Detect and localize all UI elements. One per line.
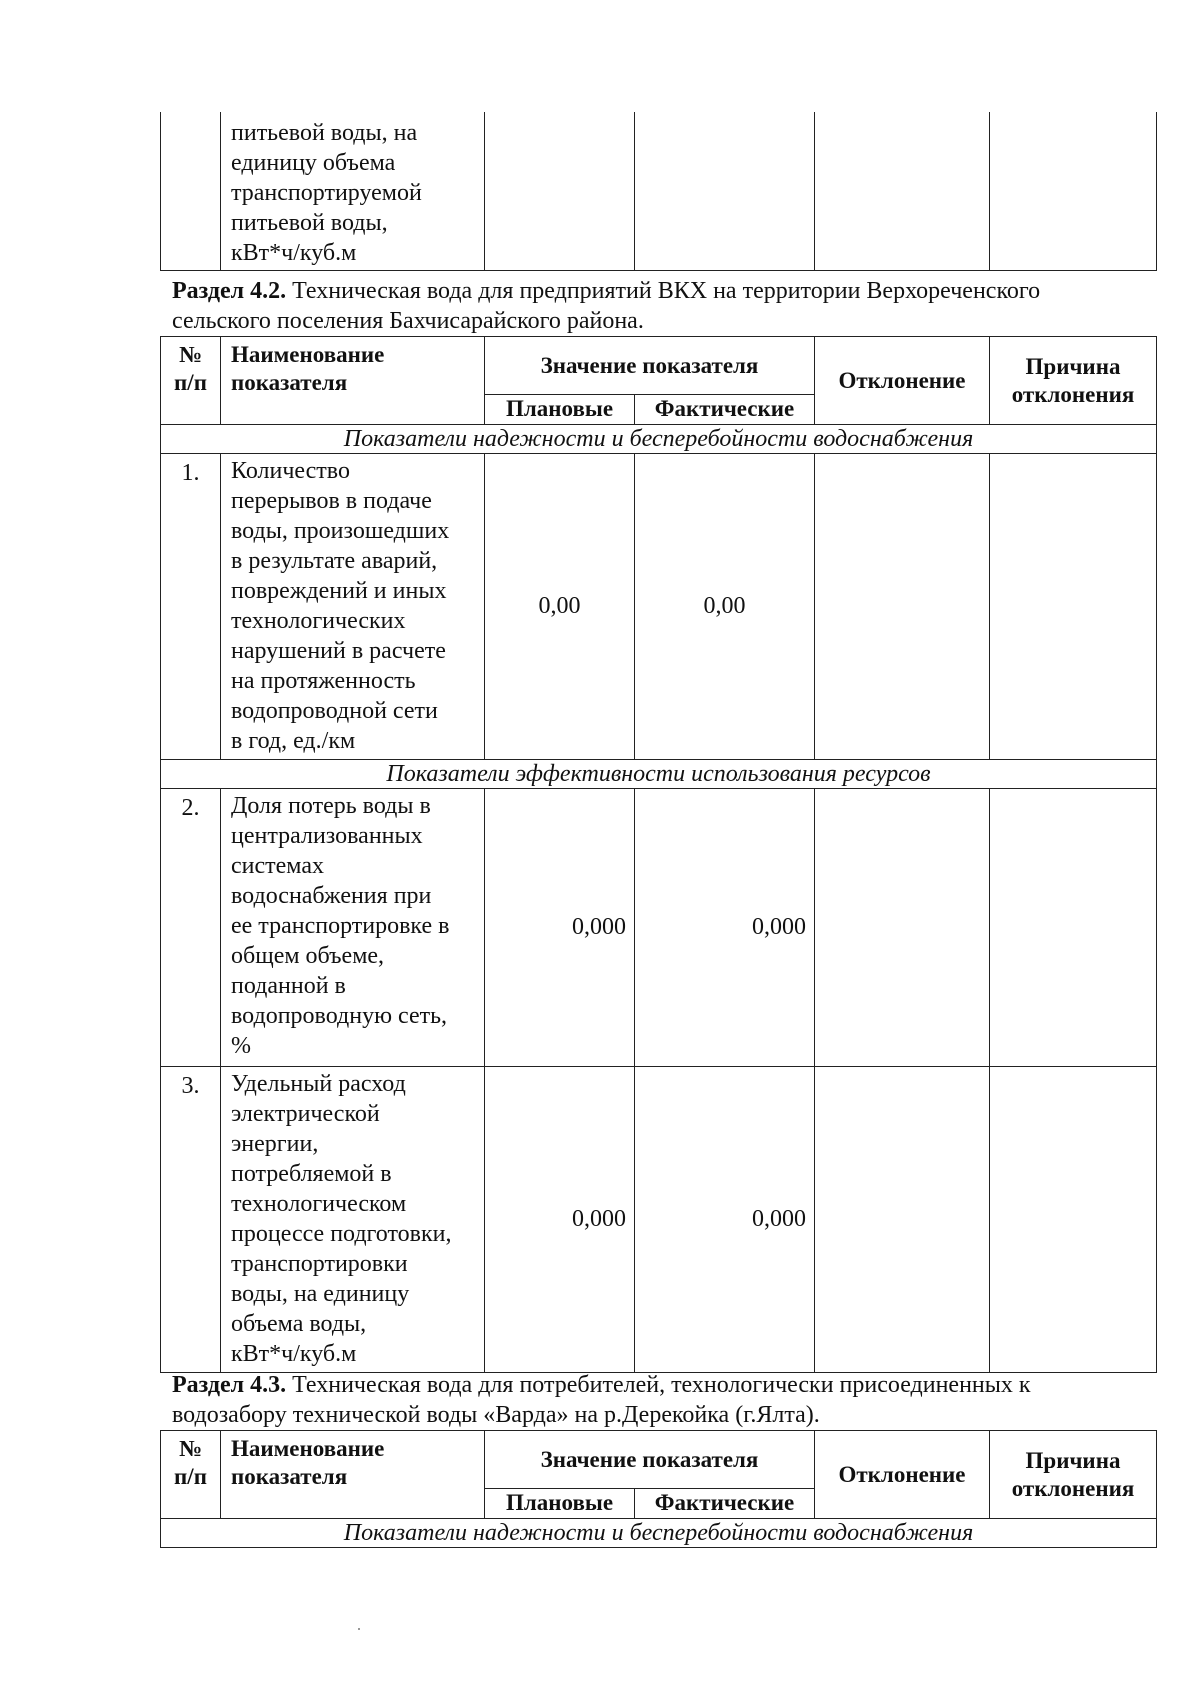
group-reliability: Показатели надежности и бесперебойности водоснабжения (161, 425, 1157, 454)
row-2-deviation (815, 789, 990, 1067)
row-2-planned: 0,000 (485, 789, 635, 1067)
header-num-line2: п/п (174, 370, 207, 395)
scan-speck (358, 1628, 360, 1630)
group-efficiency: Показатели эффективности использования ресурсов (161, 760, 1157, 789)
row-3-actual: 0,000 (635, 1067, 815, 1373)
row-2-name-line: водопроводную сеть, (231, 1003, 448, 1029)
row-1-name-line: повреждений и иных (231, 578, 447, 604)
header-name-line1: Наименование (231, 342, 385, 367)
row-2-name (221, 789, 485, 1067)
header-name (221, 337, 485, 425)
row-3-name-line: потребляемой в (231, 1161, 392, 1187)
fragment-num-cell (161, 112, 221, 270)
header-planned: Плановые (485, 1489, 635, 1519)
row-1-name-line: на протяженность (231, 668, 416, 694)
row-3-reason (990, 1067, 1157, 1373)
section-43-label: Раздел 4.3. (172, 1372, 287, 1398)
header-reason-line2: отклонения (1011, 381, 1135, 407)
row-2-reason (990, 789, 1157, 1067)
header-num (161, 1431, 221, 1519)
row-1-actual: 0,00 (635, 454, 815, 760)
row-1-name-line: водопроводной сети (231, 698, 438, 724)
header-name (221, 1431, 485, 1519)
fragment-planned-cell (485, 112, 635, 270)
fragment-name-line: кВт*ч/куб.м (231, 240, 357, 266)
row-3-name (221, 1067, 485, 1373)
section-42-table (160, 336, 1157, 1373)
header-reason-line1: Причина (1025, 1447, 1121, 1473)
header-reason-line1: Причина (1025, 353, 1121, 379)
row-2-name-line: Доля потерь воды в (231, 793, 431, 819)
row-2-name-line: поданной в (231, 973, 346, 999)
row-1-name-line: Количество (231, 458, 350, 484)
header-value: Значение показателя (485, 337, 815, 395)
header-name-line1: Наименование (231, 1436, 385, 1461)
section-42-title-line2: сельского поселения Бахчисарайского района. (172, 308, 644, 334)
row-3-name-line: процессе подготовки, (231, 1221, 452, 1247)
header-deviation: Отклонение (815, 337, 990, 425)
fragment-name-line: питьевой воды, (231, 210, 388, 236)
fragment-name-cell (221, 112, 485, 270)
row-3-name-line: Удельный расход (231, 1071, 406, 1097)
header-name-line2: показателя (231, 1464, 348, 1489)
fragment-deviation-cell (815, 112, 990, 270)
row-3-name-line: объема воды, (231, 1311, 367, 1337)
header-actual: Фактические (635, 395, 815, 425)
row-2-name-line: % (231, 1033, 251, 1059)
row-1-reason (990, 454, 1157, 760)
section-42-title-line1: Техническая вода для предприятий ВКХ на территории Верхореченского (286, 278, 1041, 304)
row-1-name-line: в результате аварий, (231, 548, 438, 574)
section-42-label: Раздел 4.2. (172, 278, 287, 304)
row-1-num: 1. (161, 454, 221, 760)
header-deviation: Отклонение (815, 1431, 990, 1519)
header-num-line2: п/п (174, 1464, 207, 1489)
header-reason (990, 1431, 1157, 1519)
section-43-table (160, 1430, 1157, 1548)
header-value: Значение показателя (485, 1431, 815, 1489)
row-1-name-line: в год, ед./км (231, 728, 356, 754)
row-3-name-line: транспортировки (231, 1251, 408, 1277)
fragment-reason-cell (990, 112, 1157, 270)
header-num (161, 337, 221, 425)
section-42-caption (172, 276, 1152, 336)
row-1-name-line: воды, произошедших (231, 518, 450, 544)
fragment-name-line: единицу объема (231, 150, 396, 176)
header-num-line1: № (178, 342, 203, 367)
row-2-name-line: ее транспортировке в (231, 913, 450, 939)
fragment-name-line: питьевой воды, на (231, 120, 418, 146)
row-1-name-line: технологических (231, 608, 406, 634)
row-1-name-line: перерывов в подаче (231, 488, 432, 514)
row-3-name-line: воды, на единицу (231, 1281, 410, 1307)
row-3-name-line: технологическом (231, 1191, 407, 1217)
row-2-name-line: централизованных (231, 823, 423, 849)
row-1-name (221, 454, 485, 760)
row-2-name-line: водоснабжения при (231, 883, 432, 909)
header-reason-line2: отклонения (1011, 1475, 1135, 1501)
section-43-title-line1: Техническая вода для потребителей, технологически присоединенных к (286, 1372, 1031, 1398)
group-reliability: Показатели надежности и бесперебойности водоснабжения (161, 1519, 1157, 1548)
row-3-name-line: кВт*ч/куб.м (231, 1341, 357, 1367)
header-reason (990, 337, 1157, 425)
header-num-line1: № (178, 1436, 203, 1461)
row-3-deviation (815, 1067, 990, 1373)
fragment-actual-cell (635, 112, 815, 270)
row-2-num: 2. (161, 789, 221, 1067)
row-2-actual: 0,000 (635, 789, 815, 1067)
row-1-deviation (815, 454, 990, 760)
row-2-name-line: системах (231, 853, 324, 879)
row-2-name-line: общем объеме, (231, 943, 385, 969)
row-1-planned: 0,00 (485, 454, 635, 760)
header-planned: Плановые (485, 395, 635, 425)
section-43-title-line2: водозабору технической воды «Варда» на р.Дерекойка (г.Ялта). (172, 1402, 820, 1428)
top-fragment-table (160, 112, 1157, 271)
row-3-planned: 0,000 (485, 1067, 635, 1373)
header-name-line2: показателя (231, 370, 348, 395)
fragment-name-line: транспортируемой (231, 180, 422, 206)
row-1-name-line: нарушений в расчете (231, 638, 446, 664)
row-3-name-line: электрической (231, 1101, 380, 1127)
row-3-name-line: энергии, (231, 1131, 319, 1157)
row-3-num: 3. (161, 1067, 221, 1373)
header-actual: Фактические (635, 1489, 815, 1519)
section-43-caption (172, 1370, 1152, 1430)
